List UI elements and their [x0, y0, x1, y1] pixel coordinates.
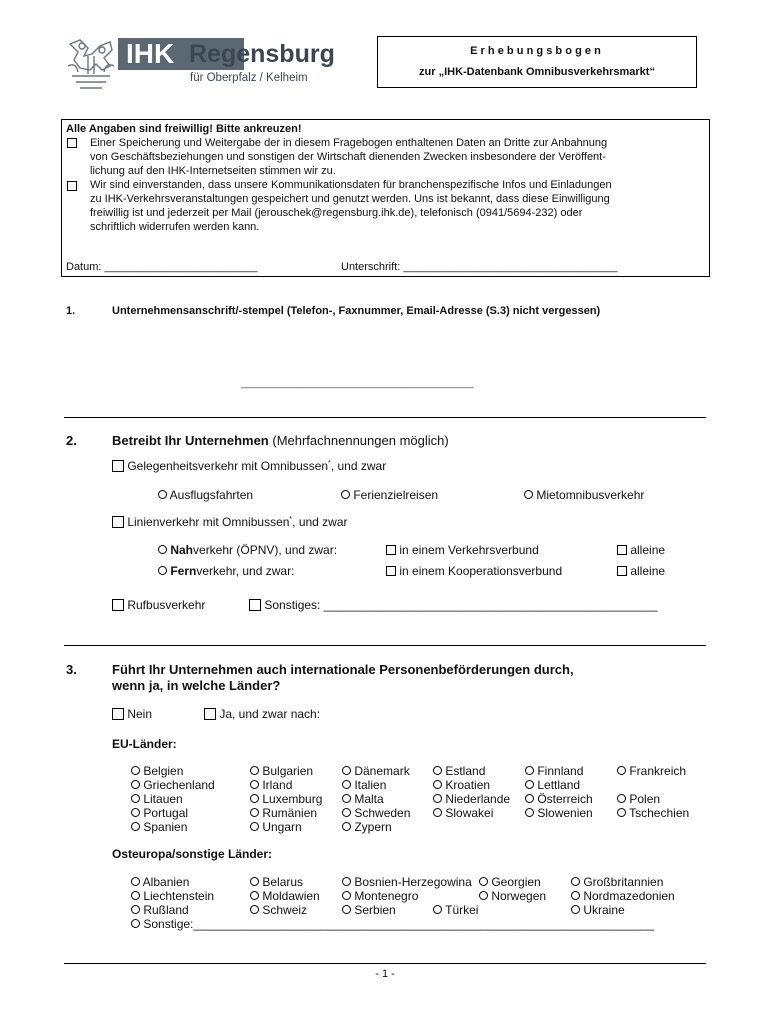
page-number: - 1 - — [375, 968, 395, 980]
excursions-option[interactable]: Ausflugsfahrten — [158, 488, 253, 502]
country-radio[interactable] — [433, 808, 442, 817]
form-title: Erhebungsbogen — [470, 45, 604, 57]
country-option[interactable]: Litauen — [131, 792, 183, 806]
eu-countries-heading: EU-Länder: — [112, 737, 177, 751]
country-option[interactable]: Niederlande — [433, 792, 510, 806]
country-option[interactable]: Slowakei — [433, 806, 493, 820]
footer-divider — [64, 963, 706, 964]
date-field[interactable]: Datum: _________________________ — [66, 261, 258, 273]
q2-number: 2. — [66, 433, 77, 448]
logo-ihk-text: IHK — [126, 38, 175, 69]
country-option[interactable]: Kroatien — [433, 778, 490, 792]
country-option[interactable]: Serbien — [342, 903, 396, 917]
long-distance-radio[interactable] — [158, 566, 167, 575]
line-traffic-checkbox[interactable] — [112, 516, 124, 528]
country-option[interactable]: Albanien — [131, 875, 189, 889]
country-radio[interactable] — [433, 794, 442, 803]
country-radio[interactable] — [433, 905, 442, 914]
country-option[interactable]: Moldawien — [250, 889, 320, 903]
bus-rental-option[interactable]: Mietomnibusverkehr — [524, 488, 644, 502]
country-radio[interactable] — [342, 877, 351, 886]
bus-rental-radio[interactable] — [524, 490, 533, 499]
country-radio[interactable] — [525, 766, 534, 775]
country-option[interactable]: Malta — [342, 792, 384, 806]
country-option[interactable]: Montenegro — [342, 889, 418, 903]
line-traffic-option[interactable]: Linienverkehr mit Omnibussen*, und zwar — [112, 515, 348, 529]
other-services-option[interactable]: Sonstiges: __________________________________________________ — [249, 598, 657, 612]
long-distance-option[interactable]: Fernverkehr, und zwar: — [158, 564, 294, 578]
country-option[interactable]: Dänemark — [342, 764, 410, 778]
country-radio[interactable] — [131, 877, 140, 886]
consent-contact-line4: schriftlich widerrufen werden kann. — [90, 221, 260, 233]
logo-subtitle: für Oberpfalz / Kelheim — [190, 72, 308, 84]
country-option[interactable]: Belarus — [250, 875, 303, 889]
consent-share-line2: von Geschäftsbeziehungen und sonstigen der Wirtschaft dienenden Zwecken insbesondere der Veröffent- — [90, 151, 606, 163]
on-demand-bus-checkbox[interactable] — [112, 599, 124, 611]
country-option[interactable]: Belgien — [131, 764, 183, 778]
other-countries-heading: Osteuropa/sonstige Länder: — [112, 847, 273, 861]
country-radio[interactable] — [342, 822, 351, 831]
international-no-checkbox[interactable] — [112, 708, 124, 720]
country-option[interactable]: Irland — [250, 778, 292, 792]
country-radio[interactable] — [433, 766, 442, 775]
q3-title-line2: wenn ja, in welche Länder? — [112, 678, 281, 693]
local-traffic-option[interactable]: Nahverkehr (ÖPNV), und zwar: — [158, 543, 337, 557]
country-radio[interactable] — [342, 891, 351, 900]
country-option[interactable]: Tschechien — [617, 806, 689, 820]
country-radio[interactable] — [250, 891, 259, 900]
other-services-checkbox[interactable] — [249, 599, 261, 611]
local-alone-option[interactable]: alleine — [617, 543, 665, 557]
country-radio[interactable] — [617, 766, 626, 775]
country-option[interactable]: Rumänien — [250, 806, 317, 820]
country-option[interactable]: Türkei — [433, 903, 478, 917]
country-option[interactable]: Liechtenstein — [131, 889, 214, 903]
consent-contact-line3: freiwillig ist und jederzeit per Mail (jerouschek@regensburg.ihk.de), telefonisch (0941/5694-232) oder — [90, 207, 583, 219]
country-radio[interactable] — [342, 808, 351, 817]
logo-city: Regensburg — [189, 40, 335, 68]
country-radio[interactable] — [571, 877, 580, 886]
q1-number: 1. — [66, 305, 76, 317]
country-option[interactable]: Norwegen — [479, 889, 546, 903]
country-radio[interactable] — [250, 808, 259, 817]
country-option[interactable]: Ukraine — [571, 903, 625, 917]
country-radio[interactable] — [617, 808, 626, 817]
consent-share-checkbox[interactable] — [67, 138, 77, 148]
q1-text: Unternehmensanschrift/-stempel (Telefon-, Faxnummer, Email-Adresse (S.3) nicht vergessen) — [112, 305, 601, 317]
consent-contact-line2: zu IHK-Verkehrsveranstaltungen gespeichert und genutzt werden. Uns ist bekannt, dass diese Einwilligung — [90, 193, 610, 205]
country-option[interactable]: Ungarn — [250, 820, 302, 834]
country-radio[interactable] — [131, 794, 140, 803]
country-option[interactable]: Bosnien-Herzegowina — [342, 875, 472, 889]
country-radio[interactable] — [250, 780, 259, 789]
country-radio[interactable] — [342, 794, 351, 803]
country-radio[interactable] — [131, 766, 140, 775]
country-radio[interactable] — [131, 905, 140, 914]
excursions-radio[interactable] — [158, 490, 167, 499]
form-subtitle: zur „IHK-Datenbank Omnibusverkehrsmarkt“ — [419, 66, 655, 78]
occasional-traffic-option[interactable]: Gelegenheitsverkehr mit Omnibussen*, und zwar — [112, 459, 386, 473]
country-option[interactable]: Frankreich — [617, 764, 686, 778]
country-option[interactable]: Großbritannien — [571, 875, 663, 889]
country-option[interactable]: Lettland — [525, 778, 580, 792]
country-radio[interactable] — [433, 780, 442, 789]
country-radio[interactable] — [525, 808, 534, 817]
country-radio[interactable] — [250, 877, 259, 886]
on-demand-bus-option[interactable]: Rufbusverkehr — [112, 598, 205, 612]
holiday-trips-radio[interactable] — [341, 490, 350, 499]
holiday-trips-option[interactable]: Ferienzielreisen — [341, 488, 438, 502]
country-option[interactable]: Rußland — [131, 903, 189, 917]
country-option[interactable]: Estland — [433, 764, 485, 778]
other-country-field[interactable]: Sonstige:_____________________________________________________________________ — [131, 917, 654, 931]
country-radio[interactable] — [525, 794, 534, 803]
country-radio[interactable] — [342, 766, 351, 775]
country-option[interactable]: Italien — [342, 778, 386, 792]
country-radio[interactable] — [131, 808, 140, 817]
country-radio[interactable] — [571, 905, 580, 914]
country-radio[interactable] — [617, 794, 626, 803]
country-option[interactable]: Österreich — [525, 792, 593, 806]
country-option[interactable]: Portugal — [131, 806, 188, 820]
country-option[interactable]: Slowenien — [525, 806, 593, 820]
consent-contact-line1: Wir sind einverstanden, dass unsere Kommunikationsdaten für branchenspezifische Infos und Einladungen — [90, 179, 612, 191]
country-option[interactable]: Nordmazedonien — [571, 889, 675, 903]
consent-box — [61, 119, 710, 277]
form-title-box — [377, 36, 697, 88]
country-radio[interactable] — [250, 794, 259, 803]
local-alone-checkbox[interactable] — [617, 545, 627, 555]
country-option[interactable]: Griechenland — [131, 778, 215, 792]
long-distance-alone-checkbox[interactable] — [617, 566, 627, 576]
ihk-logo — [66, 36, 335, 91]
country-radio[interactable] — [342, 905, 351, 914]
international-yes-option[interactable]: Ja, und zwar nach: — [204, 707, 320, 721]
country-option[interactable]: Zypern — [342, 820, 392, 834]
divider — [64, 645, 706, 646]
country-option[interactable]: Georgien — [479, 875, 541, 889]
consent-share-line3: lichung auf den IHK-Internetseiten stimmen wir zu. — [90, 165, 336, 177]
q3-title-line1: Führt Ihr Unternehmen auch internationale Personenbeförderungen durch, — [112, 662, 574, 677]
country-radio[interactable] — [479, 891, 488, 900]
country-radio[interactable] — [525, 780, 534, 789]
country-option[interactable]: Luxemburg — [250, 792, 322, 806]
local-traffic-radio[interactable] — [158, 545, 167, 554]
consent-share-line1: Einer Speicherung und Weitergabe der in diesem Fragebogen enthaltenen Daten an Dritte zur Anbahnung — [90, 137, 608, 149]
divider — [64, 417, 706, 418]
q1-stamp-field[interactable]: ______________________________________ — [241, 377, 474, 389]
cooperation-association-checkbox[interactable] — [386, 566, 396, 576]
country-radio[interactable] — [342, 780, 351, 789]
country-radio[interactable] — [250, 822, 259, 831]
consent-contact-checkbox[interactable] — [67, 181, 77, 191]
country-option[interactable]: Polen — [617, 792, 660, 806]
country-option[interactable]: Spanien — [131, 820, 187, 834]
other-country-radio[interactable] — [131, 919, 140, 928]
cooperation-association-option[interactable]: in einem Kooperationsverbund — [386, 564, 562, 578]
country-radio[interactable] — [571, 891, 580, 900]
country-radio[interactable] — [131, 822, 140, 831]
occasional-traffic-checkbox[interactable] — [112, 460, 124, 472]
transport-association-checkbox[interactable] — [386, 545, 396, 555]
international-no-option[interactable]: Nein — [112, 707, 152, 721]
country-radio[interactable] — [131, 891, 140, 900]
country-option[interactable]: Schweden — [342, 806, 410, 820]
international-yes-checkbox[interactable] — [204, 708, 216, 720]
country-radio[interactable] — [250, 766, 259, 775]
country-radio[interactable] — [250, 905, 259, 914]
country-radio[interactable] — [131, 780, 140, 789]
q3-number: 3. — [66, 662, 77, 677]
country-option[interactable]: Bulgarien — [250, 764, 313, 778]
country-option[interactable]: Schweiz — [250, 903, 307, 917]
coat-of-arms-icon — [66, 36, 116, 91]
country-radio[interactable] — [479, 877, 488, 886]
consent-heading: Alle Angaben sind freiwillig! Bitte ankreuzen! — [66, 123, 302, 135]
country-option[interactable]: Finnland — [525, 764, 583, 778]
signature-field[interactable]: Unterschrift: ___________________________________ — [341, 261, 618, 273]
q2-title: Betreibt Ihr Unternehmen (Mehrfachnennungen möglich) — [112, 433, 449, 448]
long-distance-alone-option[interactable]: alleine — [617, 564, 665, 578]
transport-association-option[interactable]: in einem Verkehrsverbund — [386, 543, 539, 557]
